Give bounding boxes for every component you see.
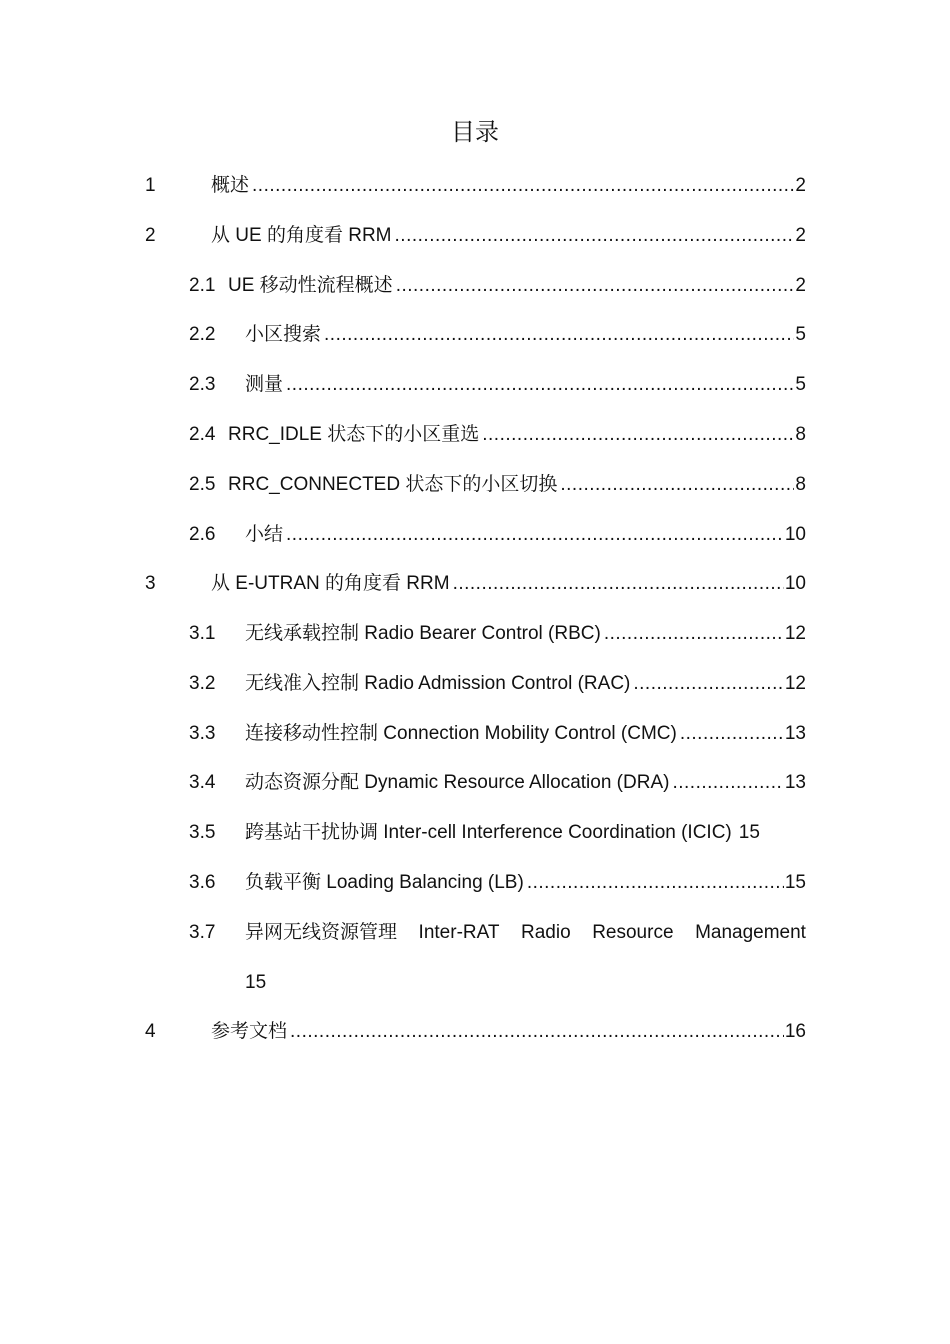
toc-entry-text: 从 UE 的角度看 RRM <box>211 225 392 246</box>
toc-entry-number: 2.5 <box>189 474 216 495</box>
toc-entry-text: 连接移动性控制 Connection Mobility Control (CMC) <box>245 723 677 744</box>
toc-entry-word: Inter-RAT <box>418 922 500 943</box>
toc-title: 目录 <box>451 118 499 146</box>
toc-entry-number: 3.3 <box>189 723 216 744</box>
toc-entry-number: 3.2 <box>189 673 216 694</box>
toc-entry-page: 5 <box>795 374 806 395</box>
toc-leader-dots <box>482 420 794 450</box>
toc-leader-dots <box>672 768 783 798</box>
toc-entry-number: 4 <box>145 1021 156 1042</box>
toc-entry[interactable] <box>145 918 806 998</box>
toc-entry-number: 2.3 <box>189 374 216 395</box>
toc-entry-page: 13 <box>784 772 806 793</box>
toc-entry-page: 13 <box>784 723 806 744</box>
toc-entry-page: 2 <box>795 175 806 196</box>
toc-entry-number: 3.6 <box>189 872 216 893</box>
toc-entry-text: 参考文档 <box>211 1021 288 1042</box>
toc-entry-text: UE 移动性流程概述 <box>228 275 393 296</box>
toc-entry-word: Radio <box>521 922 571 943</box>
toc-entry-number: 2.2 <box>189 324 216 345</box>
toc-entry[interactable] <box>145 420 806 450</box>
toc-entry-page: 15 <box>245 972 267 993</box>
toc-entry-number: 2 <box>145 225 156 246</box>
toc-entry[interactable] <box>145 818 806 848</box>
toc-entry[interactable] <box>145 271 806 301</box>
toc-entry-text: 动态资源分配 Dynamic Resource Allocation (DRA) <box>245 772 670 793</box>
toc-entry-text: RRC_CONNECTED 状态下的小区切换 <box>228 474 558 495</box>
toc-entry-number: 3.1 <box>189 623 216 644</box>
toc-entry-text: 小结 <box>245 524 284 545</box>
toc-leader-dots <box>286 370 794 400</box>
toc-entry-number: 1 <box>145 175 156 196</box>
toc-entry-page: 15 <box>738 822 760 843</box>
toc-entry-page: 2 <box>795 225 806 246</box>
toc-entry[interactable] <box>145 569 806 599</box>
toc-leader-dots <box>680 719 784 749</box>
toc-leader-dots <box>453 569 784 599</box>
toc-entry-word: 异网无线资源管理 <box>245 922 398 943</box>
toc-leader-dots <box>395 221 795 251</box>
toc-entry-page: 8 <box>795 474 806 495</box>
toc-entry-number: 3.7 <box>189 922 216 943</box>
toc-entry-page: 10 <box>784 524 806 545</box>
toc-entry-page: 12 <box>784 623 806 644</box>
toc-entry[interactable] <box>145 868 806 898</box>
toc-entry[interactable] <box>145 669 806 699</box>
toc-leader-dots <box>290 1017 784 1047</box>
toc-entry[interactable] <box>145 370 806 400</box>
toc-entry-number: 3 <box>145 573 156 594</box>
toc-leader-dots <box>324 320 794 350</box>
toc-entry-number: 3.4 <box>189 772 216 793</box>
toc-entry-text: 从 E-UTRAN 的角度看 RRM <box>211 573 450 594</box>
toc-entry-text: 无线准入控制 Radio Admission Control (RAC) <box>245 673 631 694</box>
toc-entry-text: 测量 <box>245 374 284 395</box>
toc-entry[interactable] <box>145 221 806 251</box>
toc-leader-dots <box>252 171 794 201</box>
toc-entry[interactable] <box>145 520 806 550</box>
toc-entry-number: 2.4 <box>189 424 216 445</box>
toc-entry-text: RRC_IDLE 状态下的小区重选 <box>228 424 480 445</box>
toc-entry[interactable] <box>145 320 806 350</box>
toc-entry[interactable] <box>145 171 806 201</box>
toc-entry-text: 无线承载控制 Radio Bearer Control (RBC) <box>245 623 601 644</box>
toc-entry[interactable] <box>145 719 806 749</box>
toc-entry[interactable] <box>145 619 806 649</box>
toc-entry-word: Resource <box>592 922 674 943</box>
toc-entry-text: 小区搜索 <box>245 324 322 345</box>
toc-leader-dots <box>286 520 784 550</box>
toc-entry-text: 负载平衡 Loading Balancing (LB) <box>245 872 524 893</box>
toc-entry-number: 2.6 <box>189 524 216 545</box>
toc-entry-number: 2.1 <box>189 275 216 296</box>
toc-leader-dots <box>396 271 795 301</box>
toc-entry-page: 10 <box>784 573 806 594</box>
toc-entry-word: Management <box>695 922 806 943</box>
toc-entry-page: 8 <box>795 424 806 445</box>
toc-entry-text <box>245 918 806 948</box>
toc-entry-page: 15 <box>784 872 806 893</box>
toc-entry[interactable] <box>145 768 806 798</box>
toc-entry-page: 2 <box>795 275 806 296</box>
toc-leader-dots <box>560 470 794 500</box>
toc-entry-page: 16 <box>784 1021 806 1042</box>
toc-entry-page: 12 <box>784 673 806 694</box>
toc-entry-text: 跨基站干扰协调 Inter-cell Interference Coordination (ICIC) <box>245 822 732 843</box>
toc-entry-text: 概述 <box>211 175 250 196</box>
toc-entry[interactable] <box>145 1017 806 1047</box>
toc-leader-dots <box>604 619 784 649</box>
toc-leader-dots <box>633 669 783 699</box>
toc-entry[interactable] <box>145 470 806 500</box>
toc-entry-page: 5 <box>795 324 806 345</box>
toc-entry-number: 3.5 <box>189 822 216 843</box>
toc-leader-dots <box>527 868 784 898</box>
